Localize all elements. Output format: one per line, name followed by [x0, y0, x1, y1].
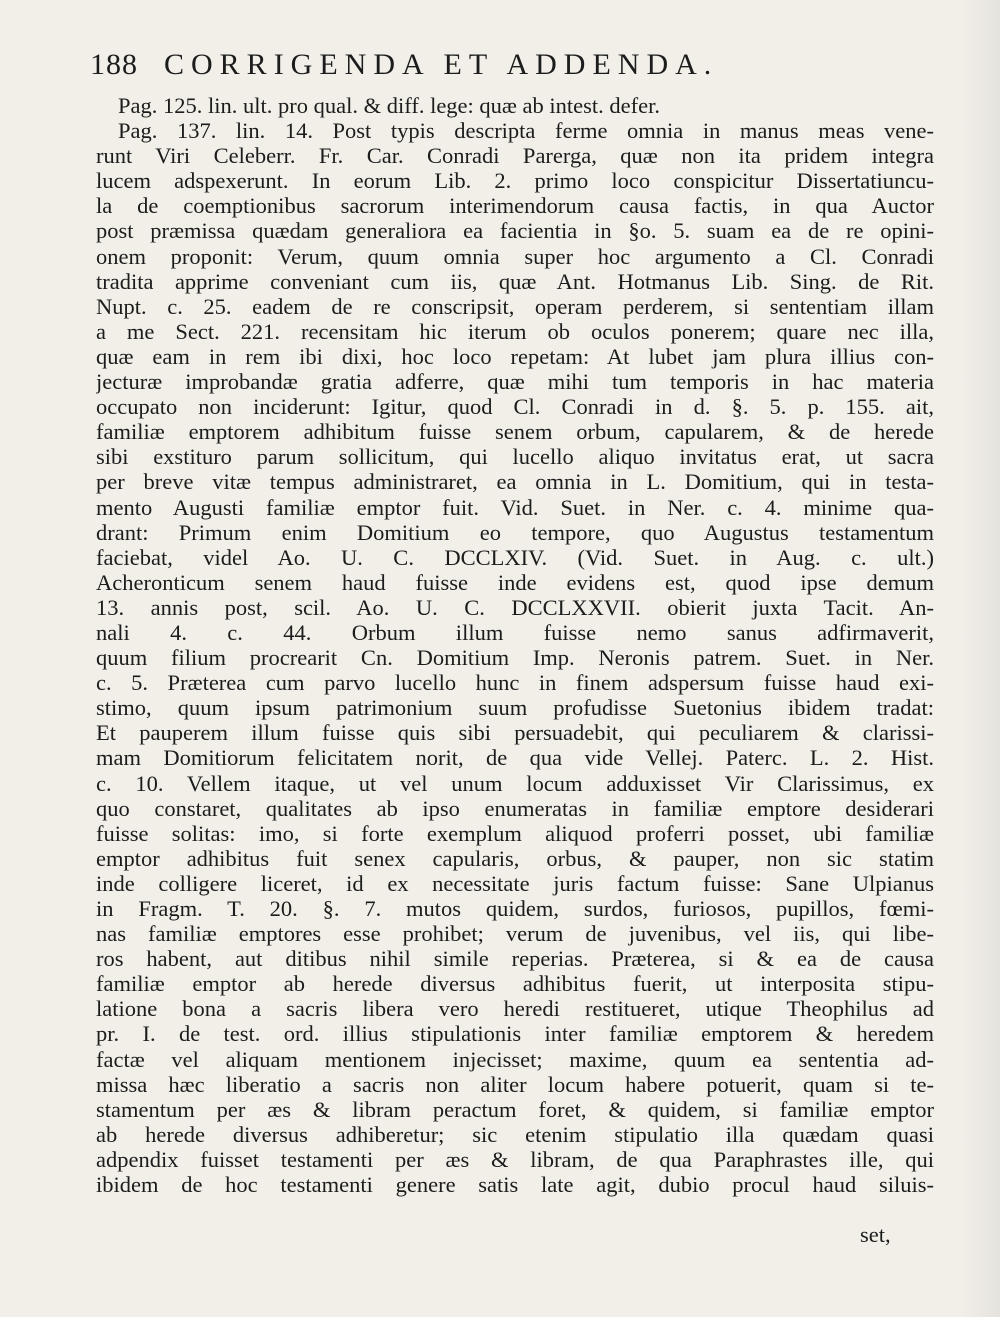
text-line: adpendix fuisset testamenti per æs & libram, de qua Paraphrastes ille, qui: [96, 1146, 934, 1172]
text-line: Acheronticum senem haud fuisse inde evidens est, quod ipse demum: [96, 569, 934, 595]
page-edge-shadow: [960, 0, 1000, 1317]
text-line: runt Viri Celeberr. Fr. Car. Conradi Parerga, quæ non ita pridem integra: [96, 143, 934, 169]
text-line: familiæ emptorem adhibitum fuisse senem orbum, capularem, & de herede: [96, 419, 934, 445]
text-line: factæ vel aliquam mentionem injecisset; maxime, quum ea sententia ad-: [96, 1046, 934, 1072]
text-line: nali 4. c. 44. Orbum illum fuisse nemo sanus adfirmaverit,: [96, 619, 934, 645]
text-line: pr. I. de test. ord. illius stipulationis inter familiæ emptorem & heredem: [96, 1021, 934, 1047]
text-line: c. 10. Vellem itaque, ut vel unum locum adduxisset Vir Clarissimus, ex: [96, 770, 934, 796]
text-line: c. 5. Præterea cum parvo lucello hunc in finem adspersum fuisse haud exi-: [96, 670, 934, 696]
text-line: per breve vitæ tempus administraret, ea omnia in L. Domitium, qui in testa-: [96, 469, 934, 495]
catchword: set,: [860, 1222, 891, 1247]
text-line: latione bona a sacris libera vero heredi restitueret, utique Theophilus ad: [96, 996, 934, 1022]
text-line: la de coemptionibus sacrorum interimendorum causa factis, in qua Auctor: [96, 193, 934, 219]
text-line: 13. annis post, scil. Ao. U. C. DCCLXXVII. obierit juxta Tacit. An-: [96, 594, 934, 620]
text-line: stamentum per æs & libram peractum foret, & quidem, si familiæ emptor: [96, 1096, 934, 1122]
text-line: post præmissa quædam generaliora ea facientia in §o. 5. suam ea de re opini-: [96, 218, 934, 244]
text-line: missa hæc liberatio a sacris non aliter locum habere potuerit, quam si te-: [96, 1071, 934, 1097]
text-line: drant: Primum enim Domitium eo tempore, quo Augustus testamentum: [96, 519, 934, 545]
text-line: ros habent, aut ditibus nihil simile reperias. Præterea, si & ea de causa: [96, 946, 934, 972]
text-line: Et pauperem illum fuisse quis sibi persuadebit, qui peculiarem & clarissi-: [96, 720, 934, 746]
text-line: ab herede diversus adhiberetur; sic etenim stipulatio illa quædam quasi: [96, 1121, 934, 1147]
text-line: jecturæ improbandæ gratia adferre, quæ mihi tum temporis in hac materia: [96, 369, 934, 395]
text-line: nas familiæ emptores esse prohibet; verum de juvenibus, vel iis, qui libe-: [96, 921, 934, 947]
text-line: onem proponit: Verum, quum omnia super hoc argumento a Cl. Conradi: [96, 243, 934, 269]
text-line: ibidem de hoc testamenti genere satis late agit, dubio procul haud siluis-: [96, 1172, 934, 1198]
page-header: [90, 48, 940, 90]
text-line: Pag. 137. lin. 14. Post typis descripta ferme omnia in manus meas vene-: [118, 118, 934, 144]
text-line: mam Domitiorum felicitatem norit, de qua vide Vellej. Paterc. L. 2. Hist.: [96, 745, 934, 771]
text-line: faciebat, videl Ao. U. C. DCCLXIV. (Vid. Suet. in Aug. c. ult.): [96, 544, 934, 570]
body-text: [96, 93, 934, 1197]
text-line: sibi exstituro parum sollicitum, qui lucello aliquo invitatus erat, ut sacra: [96, 444, 934, 470]
text-line: quum filium procrearit Cn. Domitium Imp. Neronis patrem. Suet. in Ner.: [96, 645, 934, 671]
text-line: fuisse solitas: imo, si forte exemplum aliquod proferri posset, ubi familiæ: [96, 820, 934, 846]
text-line: a me Sect. 221. recensitam hic iterum ob oculos ponerem; quare nec illa,: [96, 318, 934, 344]
running-head: CORRIGENDA ET ADDENDA.: [164, 48, 719, 81]
text-line: stimo, quum ipsum patrimonium suum profudisse Suetonius ibidem tradat:: [96, 695, 934, 721]
text-line: lucem adspexerunt. In eorum Lib. 2. primo loco conspicitur Dissertatiuncu-: [96, 168, 934, 194]
text-line: emptor adhibitus fuit senex capularis, orbus, & pauper, non sic statim: [96, 845, 934, 871]
text-line: Nupt. c. 25. eadem de re conscripsit, operam perderem, si sententiam illam: [96, 293, 934, 319]
text-line: inde colligere liceret, id ex necessitate juris factum fuisse: Sane Ulpianus: [96, 870, 934, 896]
page-number: 188: [90, 48, 138, 81]
text-line: in Fragm. T. 20. §. 7. mutos quidem, surdos, furiosos, pupillos, fœmi-: [96, 896, 934, 921]
text-line: familiæ emptor ab herede diversus adhibitus fuerit, ut interposita stipu-: [96, 971, 934, 997]
text-line: Pag. 125. lin. ult. pro qual. & diff. lege: quæ ab intest. defer.: [118, 93, 660, 118]
text-line: quæ eam in rem ibi dixi, hoc loco repetam: At lubet jam plura illius con-: [96, 343, 934, 369]
text-line: quo constaret, qualitates ab ipso enumeratas in familiæ emptore desiderari: [96, 795, 934, 821]
text-line: mento Augusti familiæ emptor fuit. Vid. Suet. in Ner. c. 4. minime qua-: [96, 494, 934, 520]
text-line: tradita apprime conveniant cum iis, quæ Ant. Hotmanus Lib. Sing. de Rit.: [96, 268, 934, 294]
text-line: occupato non inciderunt: Igitur, quod Cl. Conradi in d. §. 5. p. 155. ait,: [96, 394, 934, 420]
